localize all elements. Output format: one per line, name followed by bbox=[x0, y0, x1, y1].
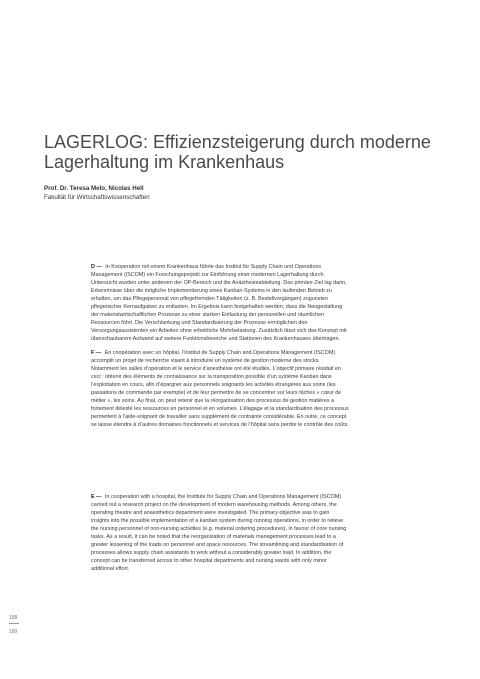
page-number-right: 189 bbox=[9, 629, 18, 635]
language-tag-de: D — bbox=[91, 264, 102, 270]
article-title: LAGERLOG: Effizienzsteigerung durch moderne Lagerhaltung im Krankenhaus bbox=[44, 132, 431, 172]
abstract-text-en: In cooperation with a hospital, the Institute for Supply Chain and Operations Management (ISCOM) carried out a research project on the development of modern warehousing methods. Among others, the operating theatre and anaesthetics department were investigated. The primary objective was to gain insights into the possible implementation of a kanban system during running operations, in order to relieve the nursing personnel of non-nursing activities (e.g. material ordering procedures), in favour of core nursing tasks. As a result, it can be noted that the reorganization of materials management processes lead to a greater lessening of the loads on personnel and space resources. The streamlining and standardisation of processes allows supply chain assistants to work without a considerably greater load. In addition, the concept can be transferred across to other hospital departments and nursing wards with only minor additional effort. bbox=[91, 494, 347, 572]
abstract-english bbox=[91, 494, 349, 574]
page-number-divider bbox=[9, 623, 19, 624]
page-number-left: 188 bbox=[9, 615, 18, 621]
author-names: Prof. Dr. Teresa Melo, Nicolas Hell bbox=[44, 185, 144, 192]
faculty-name: Fakultät für Wirtschaftswissenschaften bbox=[44, 194, 150, 201]
abstract-text-de: In Kooperation mit einem Krankenhaus führte das Institut für Supply Chain und Operations Management (ISCOM) ein Forschungsprojekt zur Einführung einer modernen Lagerhaltung durch. Untersucht wurden unter anderem der OP-Bereich und die Anästhesieabteilung. Das primäre Ziel lag darin, Erkenntnisse über die mögliche Implementierung eines Kanban-Systems in den laufenden Betrieb zu erhalten, um das Pflegepersonal von pflegefremden Tätigkeiten (z. B. Bestellvorgängen) zugunsten pflegerischer Kernaufgaben zu entlasten. Im Ergebnis kann festgehalten werden, dass die Neugestaltung der materialwirtschaftlichen Prozesse zu einer starken Entlastung der personellen und räumlichen Ressourcen führt. Die Verschlankung und Standardisierung der Prozesse ermöglichen den Versorgungsassistenten ein Arbeiten ohne erhebliche Mehrbelastung. Zusätzlich lässt sich das Konzept mit überschaubarem Aufwand auf weitere Funktionsbereiche und Stationen des Krankenhauses übertragen. bbox=[91, 264, 347, 342]
abstract-text-fr: En coopération avec un hôpital, l’Institut de Supply Chain and Operations Management (ISCOM) accomplit un projet de recherche visant à introduire un système de gestion moderne des stocks. Notamment les salles d’opération et le service d’anesthésie ont été étudiés. L’objectif primaire résidait en ceci : obtenir des éléments de connaissance sur la transposition possible d’un système Kanban dans l’exploitation en cours, afin d’épargner aux personnels soignants les activités étrangères aux soins (les passations de commande par exemple) et de leur permettre de se concentrer sur leurs tâches « cœur de métier », les soins. Au final, on peut retenir que la réorganisation des processus de gestion matières a fortement délesté les ressources en personnel et en volumes. L’élagage et la standardisation des processus permettent à l’aide-soignant de travailler sans supplément de contrainte considérable. En outre, ce concept se laisse étendre à d’autres domaines fonctionnels et services de l’hôpital sans perdre le contrôle des coûts. bbox=[91, 350, 349, 428]
abstract-french bbox=[91, 350, 349, 430]
language-tag-fr: F — bbox=[91, 350, 102, 356]
author-block bbox=[44, 184, 444, 202]
abstract-german bbox=[91, 264, 349, 344]
language-tag-en: E — bbox=[91, 494, 102, 500]
